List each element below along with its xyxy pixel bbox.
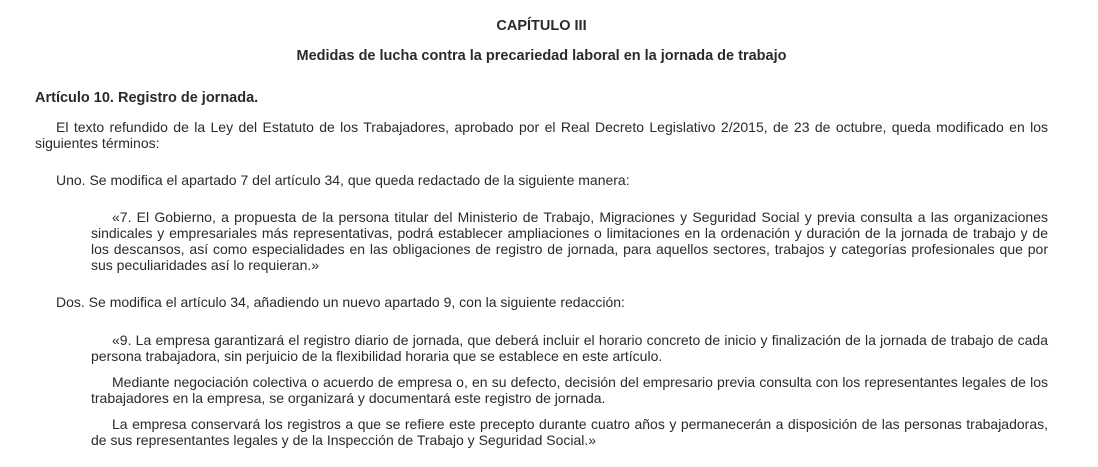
chapter-title: Medidas de lucha contra la precariedad laboral en la jornada de trabajo (296, 48, 787, 64)
modification-dos-paragraph: Dos. Se modifica el artículo 34, añadiendo un nuevo apartado 9, con la siguiente redacción: (56, 294, 625, 310)
quoted-apartado-9-paragraph: Mediante negociación colectiva o acuerdo de empresa o, en su defecto, decisión del empresario previa consulta con los representantes legales de los trabajadores en la empresa, se organizará y documentará este registro de jornada. (91, 374, 1048, 406)
modification-uno-paragraph: Uno. Se modifica el apartado 7 del artículo 34, que queda redactado de la siguiente manera: (56, 172, 630, 188)
article-intro-paragraph: El texto refundido de la Ley del Estatuto de los Trabajadores, aprobado por el Real Decreto Legislativo 2/2015, de 23 de octubre, queda modificado en los siguientes términos: (35, 119, 1048, 151)
quoted-apartado-9-paragraph: «9. La empresa garantizará el registro diario de jornada, que deberá incluir el horario concreto de inicio y finalización de la jornada de trabajo de cada persona trabajadora, sin perjuicio de la flexibilidad horaria que se establece en este artículo. (91, 332, 1048, 364)
chapter-number: CAPÍTULO III (496, 18, 587, 34)
quoted-apartado-9-paragraph: La empresa conservará los registros a que se refiere este precepto durante cuatro años y permanecerán a disposición de las personas trabajadoras, de sus representantes legales y de la Inspección de Trabajo y Seguridad Social.» (91, 416, 1048, 448)
quoted-apartado-7: «7. El Gobierno, a propuesta de la persona titular del Ministerio de Trabajo, Migraciones y Seguridad Social y previa consulta a las organizaciones sindicales y empresariales más representativas, podrá establecer ampliaciones o limitaciones en la ordenación y duración de la jornada de trabajo y de los descansos, así como especialidades en las obligaciones de registro de jornada, para aquellos sectores, trabajos y categorías profesionales que por sus peculiaridades así lo requieran.» (91, 209, 1048, 273)
article-title: Artículo 10. Registro de jornada. (35, 90, 259, 106)
